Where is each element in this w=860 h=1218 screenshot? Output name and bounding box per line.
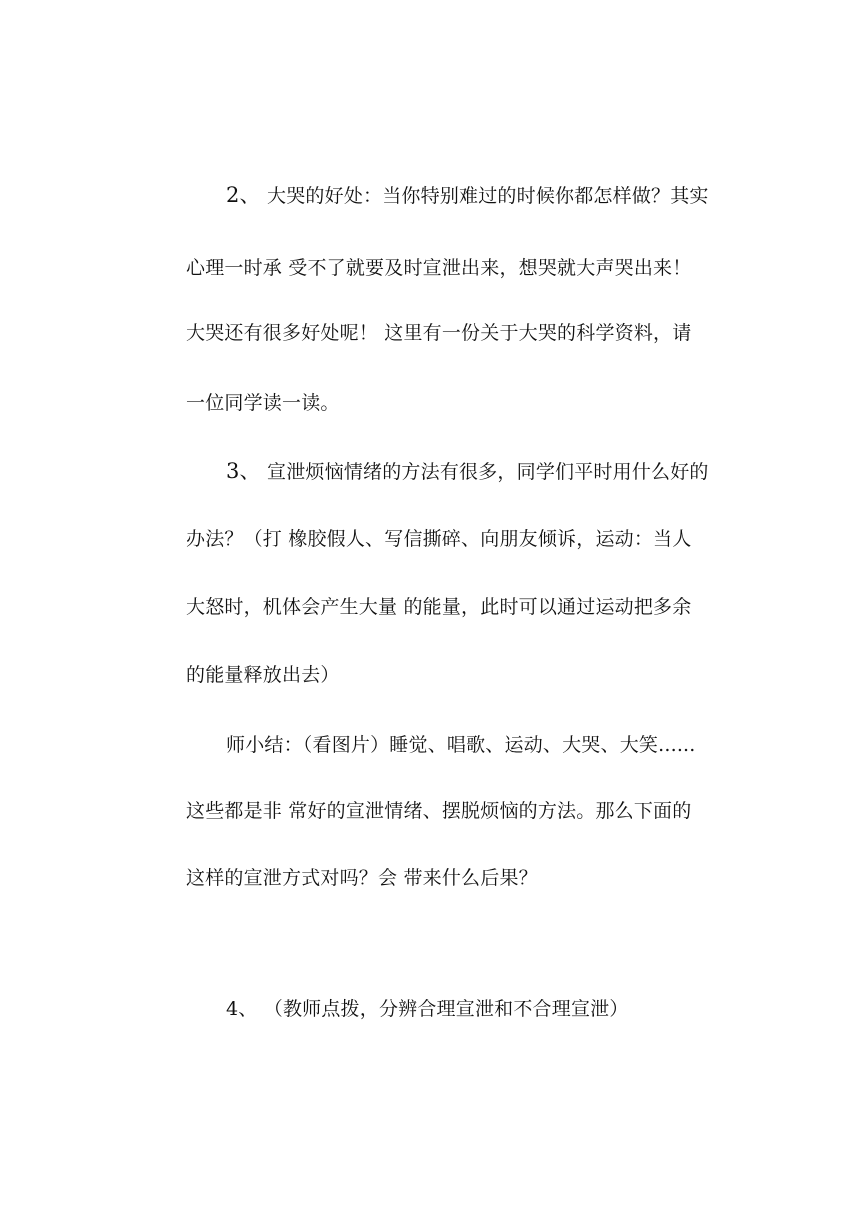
paragraph-4-line — [226, 996, 680, 1022]
paragraph-3-first-line — [226, 458, 709, 485]
paragraph-3-line-3: 大怒时，机体会产生大量 的能量，此时可以通过运动把多余 — [186, 596, 692, 618]
paragraph-2-line-3: 大哭还有很多好处呢！ 这里有一份关于大哭的科学资料，请 — [186, 322, 692, 344]
paragraph-3-number: 3、 — [226, 459, 261, 483]
teacher-summary-line-3: 这样的宣泄方式对吗？会 带来什么后果？ — [186, 867, 538, 889]
teacher-summary-line-2: 这些都是非 常好的宣泄情绪、摆脱烦恼的方法。那么下面的 — [186, 800, 692, 822]
paragraph-2-first-line — [226, 182, 709, 209]
paragraph-3-line-4: 的能量释放出去） — [186, 664, 340, 686]
paragraph-4-text: （教师点拨，分辨合理宣泄和不合理宣泄） — [263, 998, 629, 1020]
paragraph-2-line-2: 心理一时承 受不了就要及时宣泄出来，想哭就大声哭出来！ — [186, 257, 692, 279]
teacher-summary-line-1: 师小结：（看图片）睡觉、唱歌、运动、大哭、大笑...... — [226, 734, 696, 756]
paragraph-4-number: 4、 — [226, 998, 258, 1020]
paragraph-3-line-1: 宣泄烦恼情绪的方法有很多，同学们平时用什么好的 — [267, 461, 709, 483]
paragraph-3-line-2: 办法？（打 橡胶假人、写信撕碎、向朋友倾诉，运动：当人 — [186, 528, 692, 550]
paragraph-2-line-4: 一位同学读一读。 — [186, 392, 340, 414]
paragraph-2-line-1: 大哭的好处：当你特别难过的时候你都怎样做？其实 — [267, 185, 709, 207]
paragraph-2-number: 2、 — [226, 183, 261, 207]
